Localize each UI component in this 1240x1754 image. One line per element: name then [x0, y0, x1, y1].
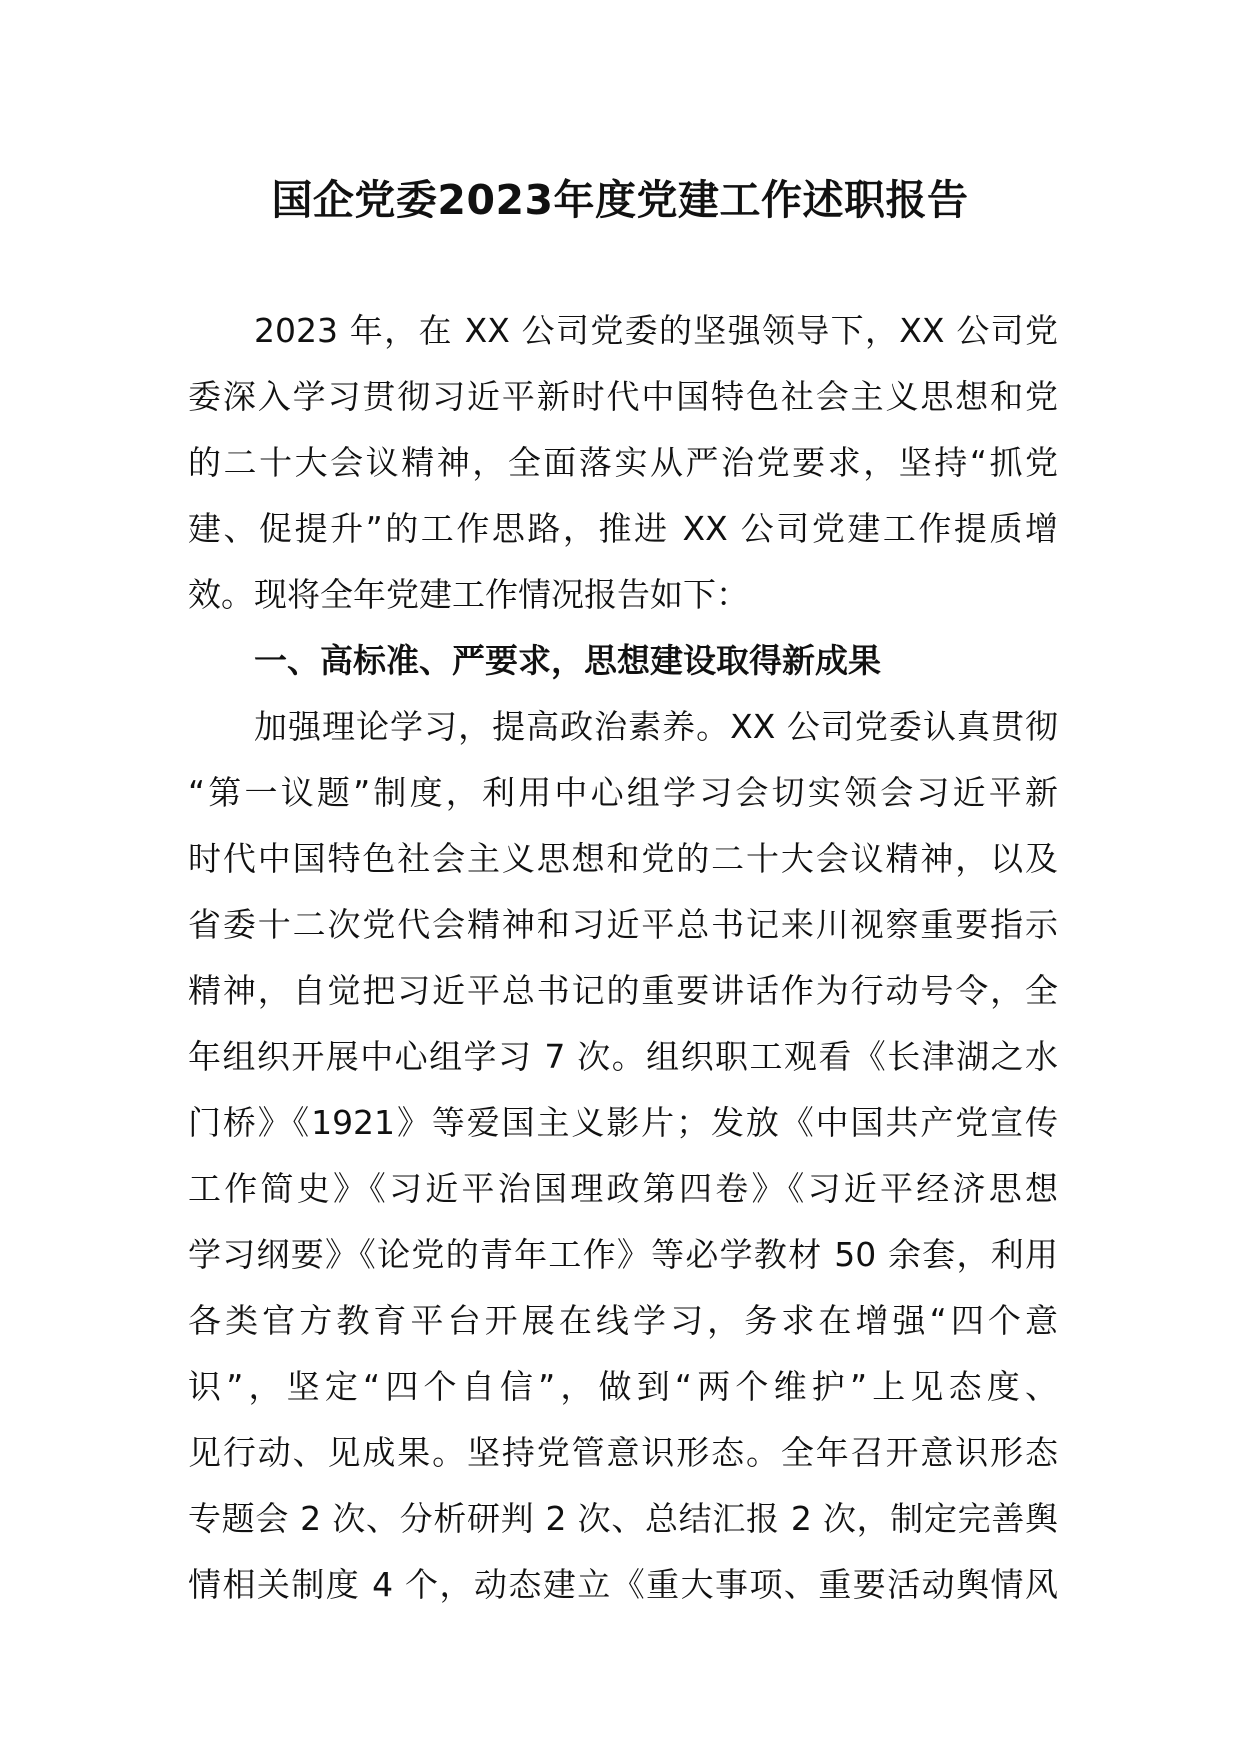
paragraph-1-line: 委深入学习贯彻习近平新时代中国特色社会主义思想和党 — [188, 377, 1058, 416]
paragraph-2-line: 专题会 2 次、分析研判 2 次、总结汇报 2 次，制定完善舆 — [188, 1499, 1058, 1538]
paragraph-2-line: 时代中国特色社会主义思想和党的二十大会议精神，以及 — [188, 839, 1058, 878]
paragraph-2-line: 情相关制度 4 个，动态建立《重大事项、重要活动舆情风 — [188, 1565, 1058, 1604]
paragraph-2-line: 门桥》《1921》等爱国主义影片；发放《中国共产党宣传 — [188, 1103, 1058, 1142]
paragraph-1-line: 2023 年，在 XX 公司党委的坚强领导下，XX 公司党 — [254, 311, 1058, 350]
paragraph-2-line: 精神，自觉把习近平总书记的重要讲话作为行动号令，全 — [188, 971, 1058, 1010]
paragraph-2-line: 学习纲要》《论党的青年工作》等必学教材 50 余套，利用 — [188, 1235, 1058, 1274]
paragraph-2-line: 省委十二次党代会精神和习近平总书记来川视察重要指示 — [188, 905, 1058, 944]
paragraph-1-line: 建、促提升”的工作思路，推进 XX 公司党建工作提质增 — [188, 509, 1058, 548]
document-title: 国企党委2023年度党建工作述职报告 — [271, 176, 969, 224]
paragraph-2-line: 各类官方教育平台开展在线学习，务求在增强“四个意 — [188, 1301, 1058, 1340]
document-body — [188, 298, 1058, 1618]
paragraph-2-line: “第一议题”制度，利用中心组学习会切实领会习近平新 — [188, 773, 1058, 812]
paragraph-2-line: 识”，坚定“四个自信”，做到“两个维护”上见态度、 — [188, 1367, 1058, 1406]
paragraph-2-line: 年组织开展中心组学习 7 次。组织职工观看《长津湖之水 — [188, 1037, 1058, 1076]
paragraph-1-line: 的二十大会议精神，全面落实从严治党要求，坚持“抓党 — [188, 443, 1058, 482]
paragraph-2-line: 见行动、见成果。坚持党管意识形态。全年召开意识形态 — [188, 1433, 1058, 1472]
section-heading-1: 一、高标准、严要求，思想建设取得新成果 — [254, 641, 881, 680]
paragraph-1-line: 效。现将全年党建工作情况报告如下： — [188, 575, 749, 614]
paragraph-2-line: 加强理论学习，提高政治素养。XX 公司党委认真贯彻 — [254, 707, 1058, 746]
paragraph-2-line: 工作简史》《习近平治国理政第四卷》《习近平经济思想 — [188, 1169, 1058, 1208]
